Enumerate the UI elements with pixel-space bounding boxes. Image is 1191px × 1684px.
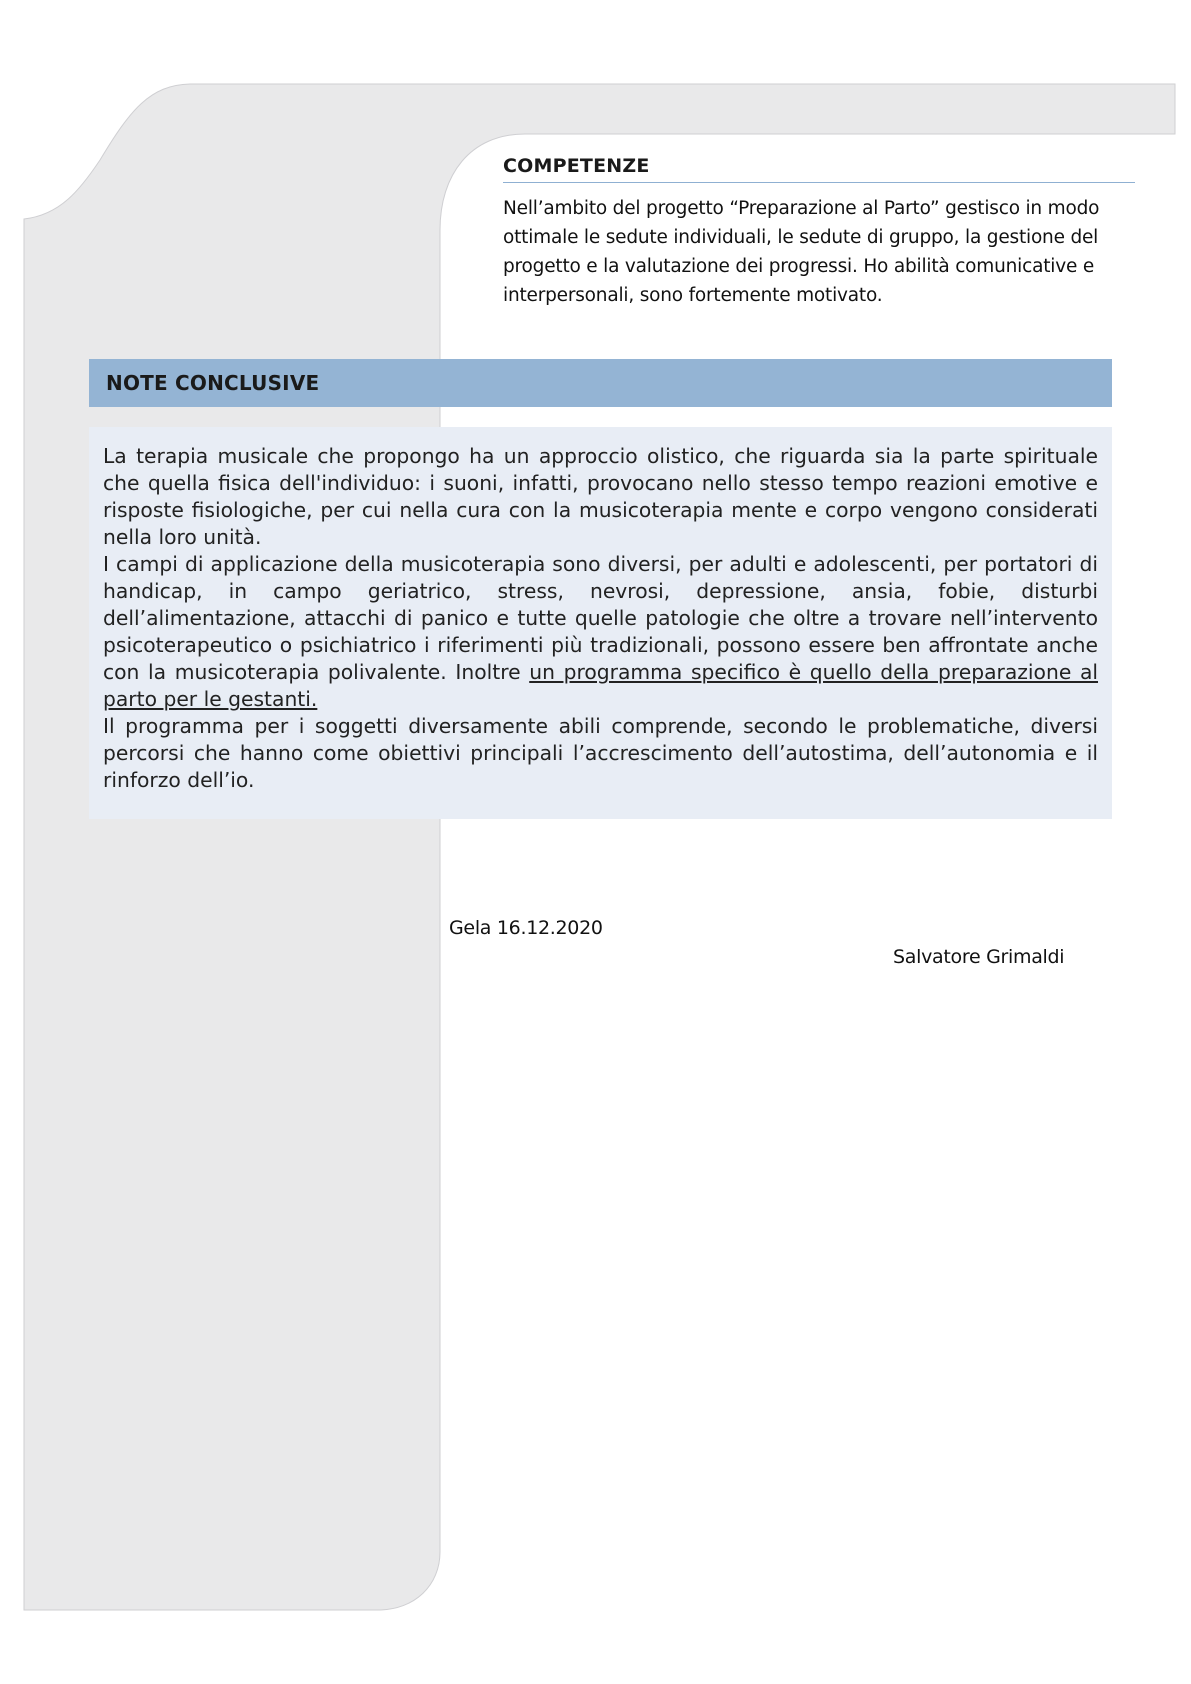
competenze-text: Nell’ambito del progetto “Preparazione al Parto” gestisco in modo ottimale le sedute individuali, le sedute di gruppo, la gestione del progetto e la valutazione dei progressi. Ho abilità comunicative e interpersonali, sono fortemente motivato.	[503, 198, 1100, 306]
note-conclusive-text	[103, 443, 1098, 794]
note-paragraph-3: Il programma per i soggetti diversamente abili comprende, secondo le problematiche, diversi percorsi che hanno come obiettivi principali l’accrescimento dell’autostima, dell’autonomia e il rinforzo dell’io.	[103, 714, 1098, 792]
competenze-heading: COMPETENZE	[503, 155, 1135, 183]
note-paragraph-2-text: I campi di applicazione della musicoterapia sono diversi, per adulti e adolescenti, per portatori di handicap, in campo geriatrico, stress, nevrosi, depressione, ansia, fobie, disturbi dell’alimentazione, attacchi di panico e tutte quelle patologie che oltre a trovare nell’intervento psicoterapeutico o psichiatrico i riferimenti più tradizionali, possono essere ben affrontate anche con la musicoterapia polivalente. Inoltre	[103, 552, 1098, 684]
note-paragraph-2	[103, 551, 1098, 713]
note-paragraph-1: La terapia musicale che propongo ha un approccio olistico, che riguarda sia la parte spirituale che quella fisica dell'individuo: i suoni, infatti, provocano nello stesso tempo reazioni emotive e risposte fisiologiche, per cui nella cura con la musicoterapia mente e corpo vengono considerati nella loro unità.	[103, 444, 1098, 549]
competenze-section	[503, 155, 1135, 310]
signature-name: Salvatore Grimaldi	[893, 946, 1065, 968]
note-paragraph-2-underlined: un programma specifico è quello della preparazione al parto per le gestanti.	[103, 660, 1099, 711]
note-conclusive-header	[89, 359, 1112, 407]
note-conclusive-heading: NOTE CONCLUSIVE	[106, 371, 320, 395]
place-date: Gela 16.12.2020	[449, 917, 603, 939]
note-conclusive-box	[89, 427, 1112, 819]
